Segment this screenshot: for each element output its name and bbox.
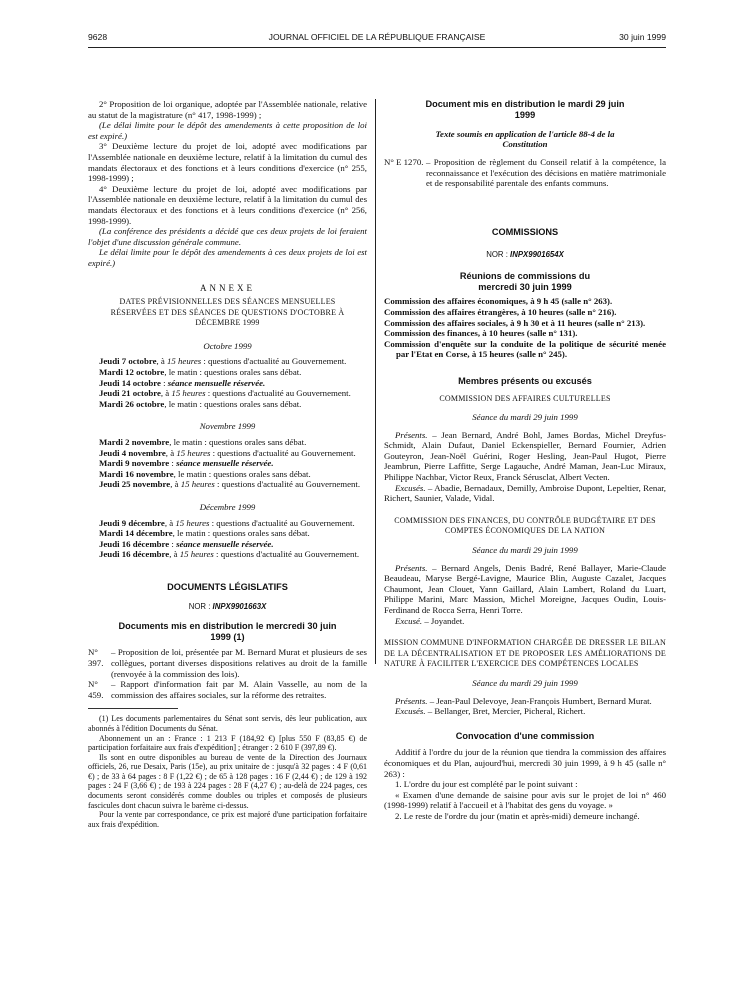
- doc-number: N° 397.: [88, 647, 104, 668]
- entry-text: :: [169, 538, 177, 549]
- footnote-vente: Ils sont en outre disponibles au bureau de vente de la Direction des Journaux officiels, 26, rue Desaix, Paris (15e), au prix unitaire de : jusqu'à 32 pages : 4 F (0,61 €) ; de 33 à 64 pages : 8 F (1,22 €) ; de 65 à 128 pages : 16 F (2,44 €) ; de 129 à 192 pages : 24 F (3,66 €) ; de 193 à 224 pages : 28 F (4,27 €) ; au-delà de 224 pages, ces documents seront considérés comme doubles ou triples et composés de plusieurs fascicules dont chacun suivra le barème ci-dessus.: [88, 752, 367, 810]
- reunion-item: Commission des affaires étrangères, à 10 heures (salle n° 216).: [384, 306, 617, 317]
- reunions-list: [384, 296, 666, 360]
- entry-date: Jeudi 7 octobre: [99, 356, 157, 367]
- doc-number: N° 459.: [88, 679, 104, 700]
- docs-nor: [88, 602, 367, 613]
- entry-rest: : questions d'actualité au Gouvernement.: [210, 447, 356, 458]
- entry-time: 15 heures: [167, 356, 202, 367]
- entry-date: Mardi 14 décembre: [99, 528, 173, 539]
- footnote-abonnement: Abonnement un an : France : 1 213 F (184,92 €) [plus 550 F (83,85 €) de participation forfaitaire aux frais d'expédition] ; étranger : 2 610 F (397,89 €).: [88, 733, 367, 753]
- convocation-intro: Additif à l'ordre du jour de la réunion que tiendra la commission des affaires économiques et du Plan, aujourd'hui, mercredi 30 juin 1999, à 9 h 45 (salle n° 263) :: [384, 747, 666, 779]
- schedule-entry: [88, 437, 367, 448]
- schedule-entry: [88, 458, 367, 469]
- entry-text: , le matin : questions orales sans débat.: [173, 468, 311, 479]
- entry-text: , à: [164, 517, 176, 528]
- doc-text: – Proposition de loi, présentée par M. Bernard Murat et plusieurs de ses collègues, portant diverses dispositions relatives au droit de la famille (renvoyée à la commission des lois).: [111, 647, 367, 679]
- entry-date: Mardi 12 octobre: [99, 367, 165, 378]
- entry-date: Mardi 2 novembre: [99, 437, 170, 448]
- entry-rest: : questions d'actualité au Gouvernement.: [209, 517, 355, 528]
- entry-date: Mardi 26 octobre: [99, 398, 165, 409]
- month-title: Décembre 1999: [199, 502, 256, 512]
- month-title: Octobre 1999: [203, 340, 252, 351]
- entry-time: séance mensuelle réservée.: [167, 377, 266, 388]
- dist-subtitle: Texte soumis en application de l'article 88-4 de la Constitution: [435, 129, 615, 150]
- annexe-title: ANNEXE: [200, 282, 255, 293]
- commission-name: COMMISSION DES FINANCES, DU CONTRÔLE BUDGÉTAIRE ET DES COMPTES ÉCONOMIQUES DE LA NATION: [394, 515, 656, 536]
- month-schedules: [88, 341, 367, 560]
- entry-date: Jeudi 21 octobre: [99, 388, 161, 399]
- docs-title: DOCUMENTS LÉGISLATIFS: [167, 581, 288, 592]
- agenda-item-2: 2° Proposition de loi organique, adoptée par l'Assemblée nationale, relative au statut de la magistrature (n° 417, 1998-1999) ;: [88, 99, 367, 120]
- agenda-item-3: 3° Deuxième lecture du projet de loi, adopté avec modifications par l'Assemblée nationale en deuxième lecture, relatif à la limitation du cumul des mandats électoraux et des fonctions et à leurs conditions d'exercice (n° 255, 1998-1999) ;: [88, 141, 367, 184]
- presents-label: Présents.: [395, 562, 428, 573]
- entry-text: :: [160, 377, 168, 388]
- presents-names: – Jean Bernard, André Bohl, James Bordas, Michel Dreyfus-Schmidt, Alain Dufaut, Daniel Eckenspieller, Bernard Fournier, Adrien Gouteyron, Jean-Noël Guérini, Roger Hesling, Jean-Paul Hugot, Pierre Jeambrun, Pierre Laffitte, Serge Lagauche, André Maman, Jean-Luc Miraux, Philippe Nachbar, Victor Reux, Franck Sérusclat, Albert Vecten.: [384, 429, 666, 483]
- presents-names: – Bernard Angels, Denis Badré, René Ballayer, Marie-Claude Beaudeau, Maryse Bergé-Lavigne, Maurice Blin, Auguste Cazalet, Jacques Chaumont, Jean Clouet, Yann Gaillard, Alain Lambert, Roland du Luart, Philippe Marini, Marc Massion, Michel Moreigne, Jacques Oudin, Louis-Ferdinand de Rocca Serra, Henri Torre.: [384, 562, 666, 615]
- entry-date: Jeudi 9 décembre: [99, 517, 165, 528]
- schedule-entry: [88, 367, 367, 378]
- presents-list: [384, 430, 666, 483]
- doc-text: – Rapport d'information fait par M. Alain Vasselle, au nom de la commission des affaires sociales, sur la réforme des retraites.: [111, 679, 367, 700]
- seance-date: Séance du mardi 29 juin 1999: [472, 412, 578, 423]
- agenda-note-delai: Le délai limite pour le dépôt des amendements à ces deux projets de loi est expiré.): [88, 247, 367, 268]
- doc-number: N° E 1270.: [384, 157, 424, 168]
- entry-time: 15 heures: [179, 549, 214, 560]
- agenda-note-2: (Le délai limite pour le dépôt des amendements à cette proposition de loi est expiré.): [88, 120, 367, 141]
- footnote-1: (1) Les documents parlementaires du Sénat sont servis, dès leur publication, aux abonnés à l'édition Documents du Sénat.: [88, 714, 367, 733]
- entry-time: 15 heures: [180, 479, 215, 490]
- entry-rest: : questions d'actualité au Gouvernement.: [214, 479, 361, 490]
- nor-code: INPX9901663X: [212, 601, 267, 611]
- schedule-entry: [88, 399, 367, 410]
- agenda-item-4: 4° Deuxième lecture du projet de loi, adopté avec modifications par l'Assemblée nationale en deuxième lecture, relatif à la limitation du cumul des mandats électoraux et des fonctions et à leurs conditions d'exercice (n° 256, 1998-1999).: [88, 183, 367, 226]
- excuses-label: Excusé.: [395, 615, 423, 626]
- excuses-names: – Bellanger, Bret, Mercier, Picheral, Richert.: [427, 706, 586, 717]
- entry-text: , le matin : questions orales sans débat.: [164, 398, 302, 409]
- excuses-list: [384, 616, 666, 627]
- seance-date: Séance du mardi 29 juin 1999: [472, 545, 578, 556]
- header-rule: [88, 47, 666, 48]
- footnotes: [88, 714, 367, 829]
- left-column: [88, 99, 367, 829]
- nor-label: NOR :: [188, 601, 213, 611]
- presents-list: [384, 696, 666, 707]
- entry-text: , à: [160, 388, 172, 399]
- page-header: [88, 32, 666, 46]
- entry-text: , à: [165, 447, 177, 458]
- commission-groups: [384, 394, 666, 717]
- entry-text: , à: [169, 549, 180, 560]
- excuses-names: – Abadie, Bernadaux, Demilly, Ambroise Dupont, Lepeltier, Renar, Richert, Saunier, Valade, Vidal.: [384, 482, 666, 504]
- schedule-entry: [88, 518, 367, 529]
- entry-text: , à: [170, 479, 181, 490]
- reunion-item: Commission des finances, à 10 heures (salle n° 131).: [384, 328, 578, 339]
- doc-item-397: [88, 647, 367, 679]
- convocation-item-1: 1. L'ordre du jour est complété par le point suivant :: [395, 779, 578, 790]
- footnote-rule: [88, 708, 178, 709]
- convocation-title: Convocation d'une commission: [455, 730, 595, 741]
- entry-time: séance mensuelle réservée.: [176, 538, 274, 549]
- reunion-item: Commission des affaires sociales, à 9 h 30 et à 11 heures (salle n° 213).: [384, 317, 646, 328]
- entry-date: Jeudi 16 décembre: [99, 549, 170, 560]
- commissions-nor: [384, 250, 666, 261]
- schedule-entry: [88, 539, 367, 550]
- entry-text: , le matin : questions orales sans débat.: [169, 437, 307, 448]
- entry-date: Jeudi 4 novembre: [99, 447, 166, 458]
- reunions-title: Réunions de commissions du mercredi 30 juin 1999: [459, 271, 591, 292]
- seance-date: Séance du mardi 29 juin 1999: [472, 677, 578, 688]
- entry-date: Jeudi 25 novembre: [99, 479, 171, 490]
- docs-dist-title: Documents mis en distribution le mercredi 30 juin 1999 (1): [118, 621, 337, 642]
- doc-item-459: [88, 679, 367, 700]
- nor-label: NOR :: [486, 249, 511, 259]
- commissions-title: COMMISSIONS: [491, 226, 559, 237]
- commission-name: MISSION COMMUNE D'INFORMATION CHARGÉE DE DRESSER LE BILAN DE LA DÉCENTRALISATION ET DE PROPOSER LES AMÉLIORATIONS DE NATURE À FACILITER L'EXERCICE DES COMPÉTENCES LOCALES: [384, 638, 666, 669]
- month-title: Novembre 1999: [199, 421, 256, 432]
- journal-title: JOURNAL OFFICIEL DE LA RÉPUBLIQUE FRANÇAISE: [268, 32, 486, 42]
- schedule-entry: [88, 469, 367, 480]
- entry-rest: : questions d'actualité au Gouvernement.: [205, 388, 351, 399]
- excuses-list: [384, 483, 666, 504]
- reunion-item: Commission d'enquête sur la conduite de la politique de sécurité menée par l'Etat en Corse, à 15 heures (salle n° 245).: [384, 338, 666, 360]
- reunion-item: Commission des affaires économiques, à 9 h 45 (salle n° 263).: [384, 296, 613, 307]
- excuses-names: – Joyandet.: [424, 615, 465, 626]
- schedule-entry: [88, 356, 367, 367]
- footnote-correspondance: Pour la vente par correspondance, ce prix est majoré d'une participation forfaitaire aux frais d'expédition.: [88, 810, 367, 829]
- presents-label: Présents.: [395, 695, 428, 706]
- docs-list: [88, 647, 367, 700]
- schedule-entry: [88, 549, 367, 560]
- doc-text: – Proposition de règlement du Conseil relatif à la compétence, la reconnaissance et l'exécution des décisions en matière matrimoniale et de responsabilité parentale des enfants communs.: [426, 157, 666, 189]
- schedule-entry: [88, 448, 367, 459]
- commission-name: COMMISSION DES AFFAIRES CULTURELLES: [439, 393, 611, 403]
- convocation-item-quote: « Examen d'une demande de saisine pour avis sur le projet de loi n° 460 (1998-1999) relatif à l'accueil et à l'habitat des gens du voyage. »: [384, 789, 666, 811]
- schedule-entry: [88, 479, 367, 490]
- schedule-entry: [88, 528, 367, 539]
- agenda-note-conference: (La conférence des présidents a décidé que ces deux projets de loi feraient l'objet d'une discussion générale commune.: [88, 226, 367, 247]
- entry-rest: : questions d'actualité au Gouvernement.: [213, 549, 360, 560]
- column-divider: [375, 99, 376, 664]
- entry-time: séance mensuelle réservée.: [176, 458, 274, 469]
- schedule-entry: [88, 378, 367, 389]
- entry-date: Mardi 16 novembre: [99, 468, 174, 479]
- schedule-entry: [88, 388, 367, 399]
- membres-title: Membres présents ou excusés: [458, 375, 592, 386]
- excuses-label: Excusés.: [395, 482, 426, 493]
- presents-label: Présents.: [395, 429, 428, 440]
- entry-text: :: [169, 458, 177, 469]
- entry-text: , le matin : questions orales sans débat.: [164, 367, 302, 378]
- entry-date: Mardi 9 novembre: [99, 458, 170, 469]
- excuses-list: [384, 706, 666, 717]
- presents-list: [384, 563, 666, 616]
- presents-names: – Jean-Paul Delevoye, Jean-François Humbert, Bernard Murat.: [429, 695, 652, 706]
- entry-text: , à: [156, 356, 168, 367]
- convocation-item-2: 2. Le reste de l'ordre du jour (matin et après-midi) demeure inchangé.: [395, 810, 640, 821]
- page-number: 9628: [88, 32, 108, 42]
- annexe-subtitle: DATES PRÉVISIONNELLES DES SÉANCES MENSUELLES RÉSERVÉES ET DES SÉANCES DE QUESTIONS D'OCTOBRE À DÉCEMBRE 1999: [110, 297, 345, 328]
- nor-code: INPX9901654X: [510, 249, 564, 259]
- entry-time: 15 heures: [171, 388, 206, 399]
- entry-time: 15 heures: [175, 517, 210, 528]
- dist-title: Document mis en distribution le mardi 29 juin 1999: [425, 99, 625, 120]
- entry-date: Jeudi 16 décembre: [99, 538, 170, 549]
- right-column: [384, 99, 666, 822]
- issue-date: 30 juin 1999: [619, 32, 666, 42]
- entry-text: , le matin : questions orales sans débat.: [172, 528, 310, 539]
- entry-time: 15 heures: [176, 447, 211, 458]
- excuses-label: Excusés.: [395, 706, 426, 717]
- entry-date: Jeudi 14 octobre: [99, 377, 161, 388]
- doc-item-e1270: [384, 157, 666, 189]
- entry-rest: : questions d'actualité au Gouvernement.: [201, 356, 347, 367]
